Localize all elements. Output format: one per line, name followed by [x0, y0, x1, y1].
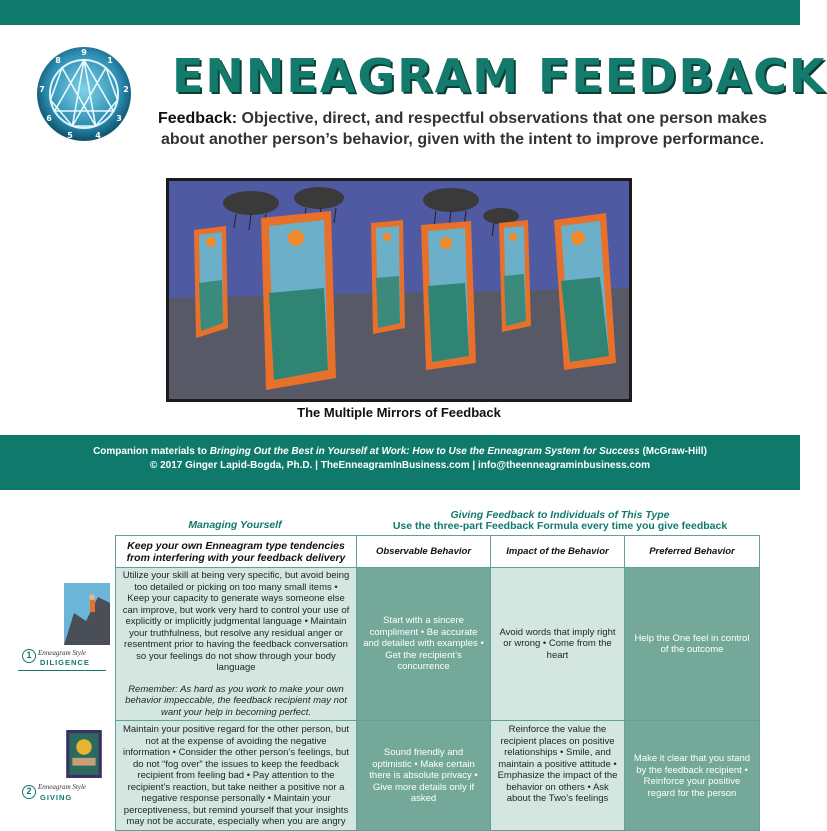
table-row	[116, 568, 760, 721]
top-banner	[0, 0, 800, 25]
self-management-note: Remember: As hard as you work to make your own behavior impeccable, the feedback recipient may not want your help in becoming perfect.	[125, 683, 347, 718]
table-row	[116, 721, 760, 831]
logo-number-1: 1	[107, 56, 113, 65]
copyright-line: © 2017 Ginger Lapid-Bogda, Ph.D. | TheEnneagramInBusiness.com | info@theenneagraminbusiness.com	[149, 460, 651, 471]
impact-behavior-cell: Reinforce the value the recipient places on positive relationships • Smile, and maintain a positive attitude • Emphasize the impact of the behavior on others • Ask about the Two’s feelings	[491, 721, 625, 831]
companion-suffix: (McGraw-Hill)	[639, 446, 707, 457]
companion-band	[0, 435, 800, 490]
style-card-giving	[18, 730, 106, 800]
column-header-preferred: Preferred Behavior	[625, 536, 760, 568]
logo-number-9: 9	[81, 48, 87, 57]
preferred-behavior-cell: Help the One feel in control of the outcome	[625, 568, 760, 721]
logo-number-2: 2	[123, 85, 129, 94]
feedback-table	[115, 535, 760, 831]
style-card-diligence	[18, 583, 106, 683]
feedback-definition	[150, 108, 775, 150]
illustration-caption: The Multiple Mirrors of Feedback	[297, 405, 501, 420]
logo-number-8: 8	[55, 56, 61, 65]
column-header-observable: Observable Behavior	[357, 536, 491, 568]
page-title: ENNEAGRAM FEEDBACK	[172, 49, 827, 103]
companion-prefix: Companion materials to	[93, 446, 210, 457]
self-management-text: Utilize your skill at being very specific, but avoid being too detailed or picking on too many small items • Keep your capacity to generate ways someone else can improve, but work very hard to control your use of explicitly or implicitly judgmental language • Maintain your truthfulness, but resolve any residual anger or resentment prior to having the feedback conversation so your feelings do not show through your body language	[122, 570, 350, 673]
style-label: Enneagram Style	[38, 783, 87, 791]
style-word: GIVING	[40, 793, 73, 802]
enneagram-logo-icon	[36, 46, 132, 142]
logo-number-7: 7	[39, 85, 45, 94]
climber-icon	[64, 583, 110, 645]
feedback-formula-subheader: Use the three-part Feedback Formula every time you give feedback	[392, 520, 728, 532]
logo-number-4: 4	[95, 131, 101, 140]
preferred-behavior-cell: Make it clear that you stand by the feedback recipient • Reinforce your positive regard for the person	[625, 721, 760, 831]
observable-behavior-cell: Sound friendly and optimistic • Make certain there is absolute privacy • Give more details only if asked	[357, 721, 491, 831]
definition-lead: Feedback:	[157, 110, 238, 127]
self-management-cell	[116, 721, 357, 831]
column-header-impact: Impact of the Behavior	[491, 536, 625, 568]
self-management-text: Maintain your positive regard for the other person, but not at the expense of avoiding the negative information • Consider the other person’s feelings, but do not “fog over” the issues to keep the feedback recipient from feeling bad • Pay attention to the recipient’s reaction, but take neither a positive nor a negative response personally • Maintain your perceptiveness, but remind yourself that your insights may not be accurate, especially when you are angry	[122, 724, 349, 827]
impact-behavior-cell: Avoid words that imply right or wrong • Come from the heart	[491, 568, 625, 721]
style-number-badge: 1	[22, 649, 36, 663]
table-header-row	[116, 536, 760, 568]
logo-number-6: 6	[46, 114, 52, 123]
book-title: Bringing Out the Best in Yourself at Work: How to Use the Enneagram System for Success	[209, 446, 640, 457]
logo-number-3: 3	[116, 114, 122, 123]
giving-feedback-header: Giving Feedback to Individuals of This Type	[450, 509, 670, 521]
style-divider	[18, 670, 106, 671]
companion-line	[0, 445, 800, 459]
mirrors-illustration	[166, 178, 632, 402]
managing-yourself-header: Managing Yourself	[188, 519, 282, 531]
style-number-badge: 2	[22, 785, 36, 799]
logo-number-5: 5	[67, 131, 73, 140]
giving-hands-icon	[60, 730, 108, 778]
style-label: Enneagram Style	[38, 649, 87, 657]
style-word: DILIGENCE	[40, 658, 90, 667]
definition-text: Objective, direct, and respectful observations that one person makes about another person’s behavior, given with the intent to improve performance.	[160, 110, 768, 148]
observable-behavior-cell: Start with a sincere compliment • Be accurate and detailed with examples • Get the recipient’s concurrence	[357, 568, 491, 721]
column-header-self: Keep your own Enneagram type tendencies from interfering with your feedback delivery	[116, 536, 357, 568]
self-management-cell	[116, 568, 357, 721]
